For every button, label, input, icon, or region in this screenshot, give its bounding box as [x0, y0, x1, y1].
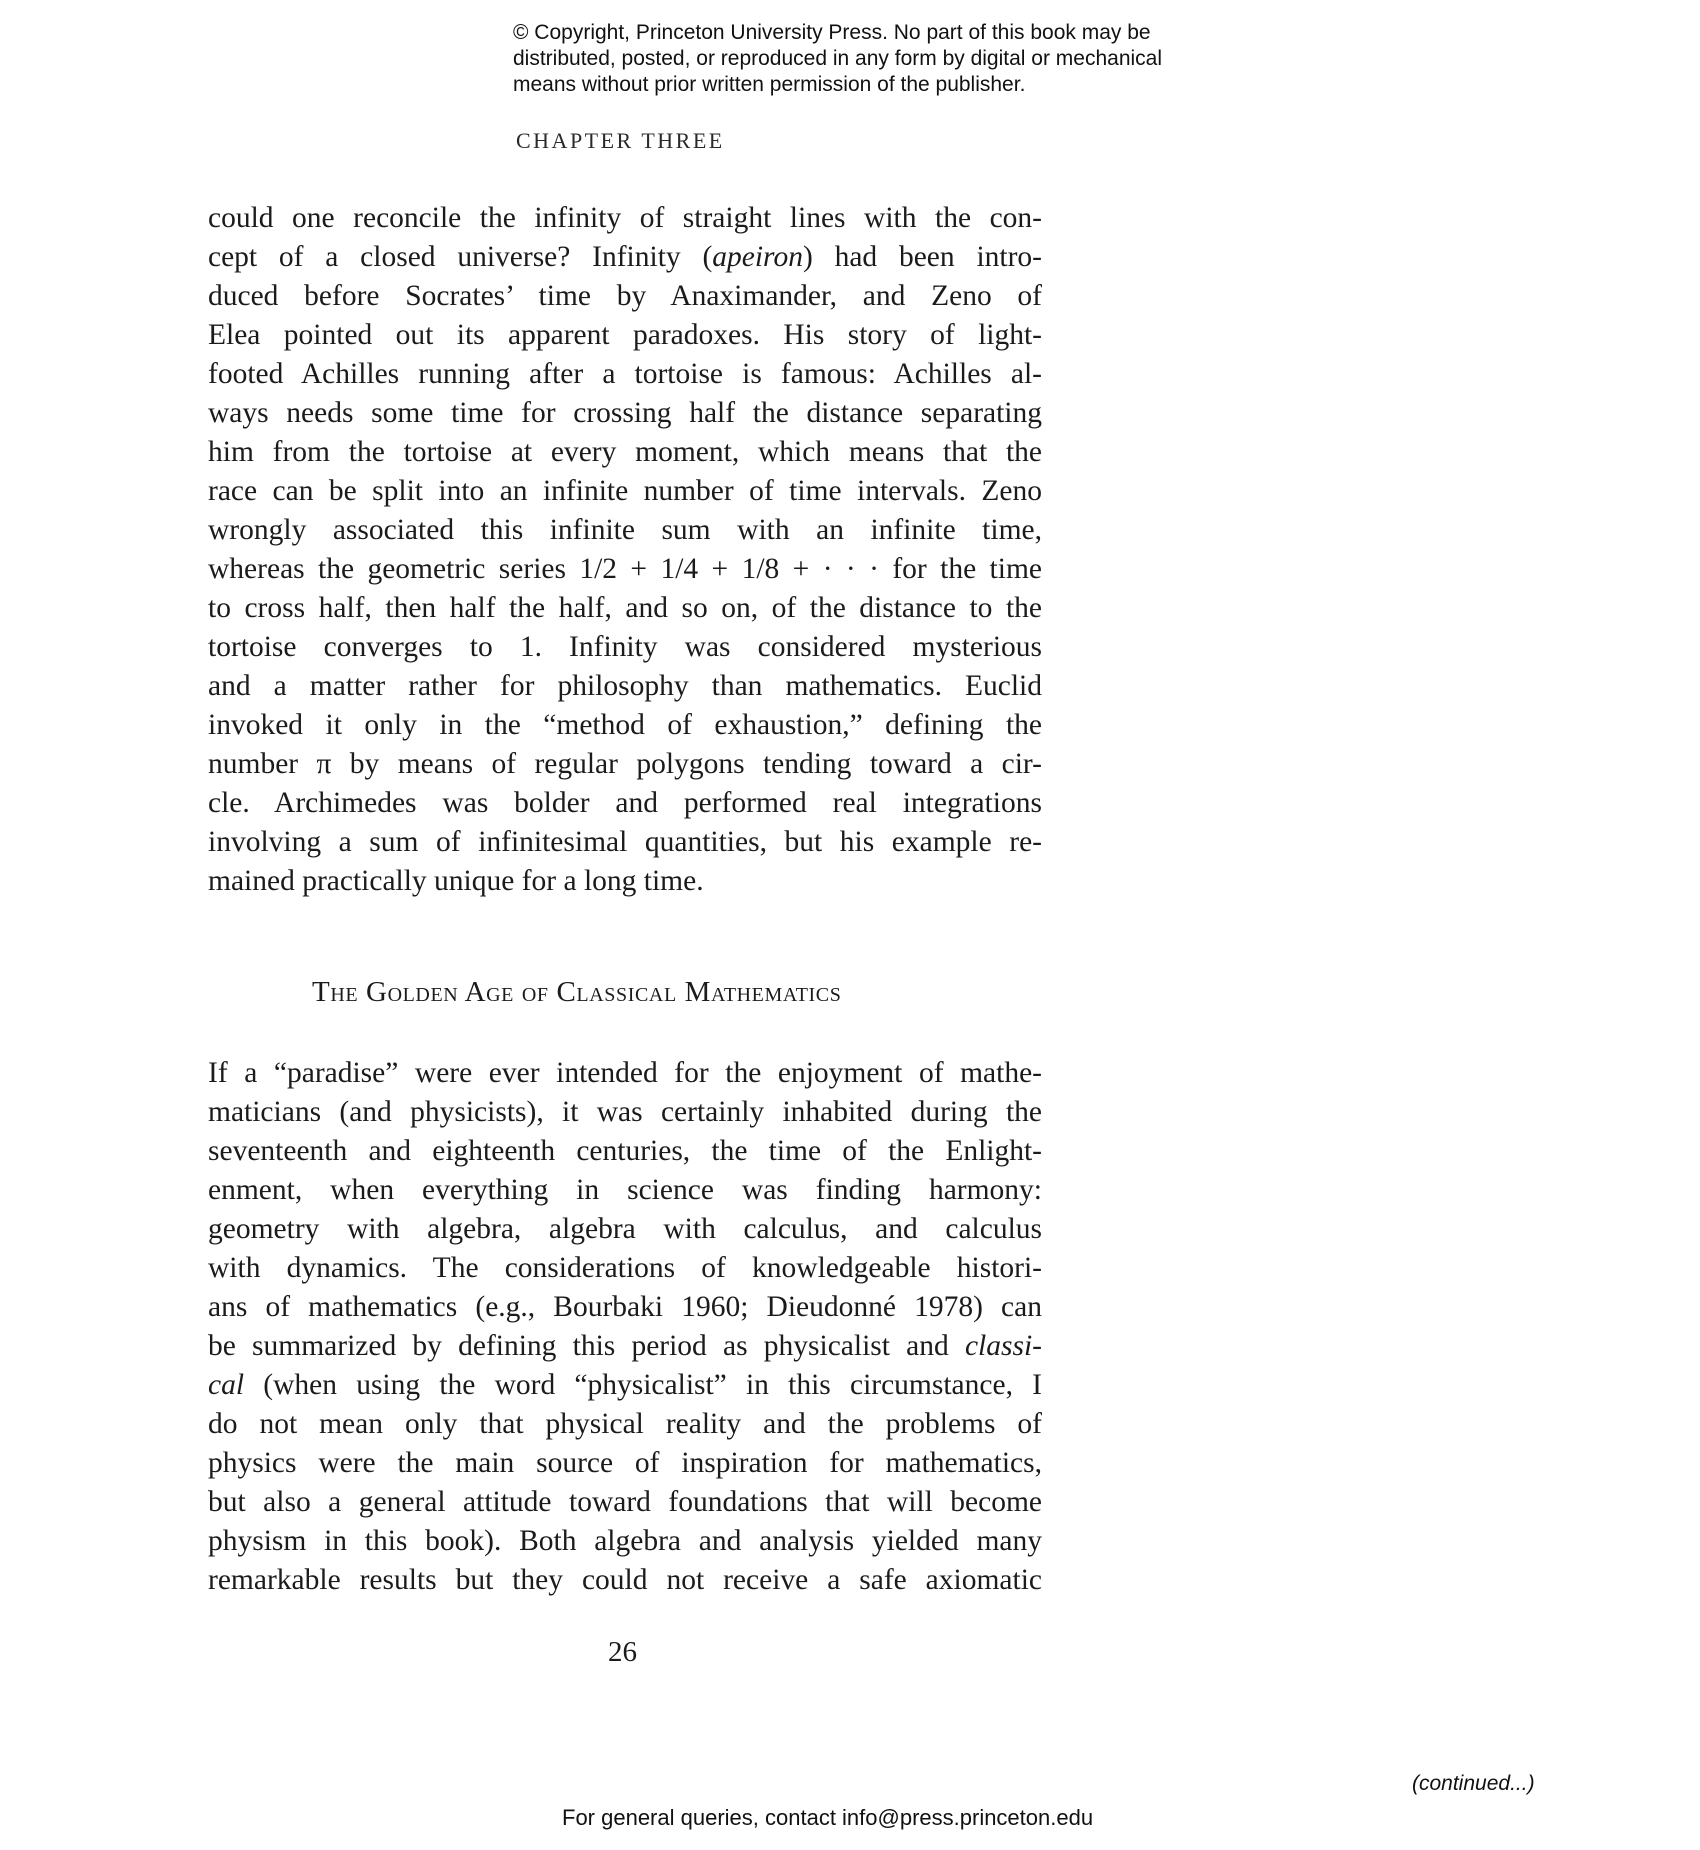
copyright-line: distributed, posted, or reproduced in any form by digital or mechanical: [513, 47, 1163, 70]
text-line: could one reconcile the infinity of straight lines with the con-: [208, 202, 1042, 234]
text-line: Elea pointed out its apparent paradoxes. His story of light-: [208, 319, 1042, 351]
text-line: ways needs some time for crossing half the distance separating: [208, 397, 1042, 429]
copyright-line: means without prior written permission of the publisher.: [513, 73, 1026, 96]
text-line: cept of a closed universe? Infinity (apeiron) had been intro-: [208, 241, 1042, 273]
text-line: number π by means of regular polygons tending toward a cir-: [208, 748, 1042, 780]
text-line: physism in this book). Both algebra and analysis yielded many: [208, 1525, 1042, 1557]
text-line: be summarized by defining this period as physicalist and classi-: [208, 1330, 1042, 1362]
text-line: geometry with algebra, algebra with calculus, and calculus: [208, 1213, 1042, 1245]
text-line: cal (when using the word “physicalist” in this circumstance, I: [208, 1369, 1042, 1401]
section-heading: The Golden Age of Classical Mathematics: [312, 976, 842, 1008]
text-line: tortoise converges to 1. Infinity was considered mysterious: [208, 631, 1042, 663]
text-line: physics were the main source of inspiration for mathematics,: [208, 1447, 1042, 1479]
text-line: to cross half, then half the half, and so on, of the distance to the: [208, 592, 1042, 624]
paragraph-golden-age: [208, 1054, 1042, 1600]
text-line: cle. Archimedes was bolder and performed real integrations: [208, 787, 1042, 819]
text-line: seventeenth and eighteenth centuries, the time of the Enlight-: [208, 1135, 1042, 1167]
copyright-line: © Copyright, Princeton University Press. No part of this book may be: [513, 21, 1151, 44]
text-line: involving a sum of infinitesimal quantities, but his example re-: [208, 826, 1042, 858]
text-line: race can be split into an infinite number of time intervals. Zeno: [208, 475, 1042, 507]
text-line: mained practically unique for a long time.: [208, 865, 704, 897]
page-number: 26: [608, 1636, 637, 1668]
paragraph-infinity: [208, 199, 1042, 901]
text-line: wrongly associated this infinite sum with an infinite time,: [208, 514, 1042, 546]
text-line: maticians (and physicists), it was certainly inhabited during the: [208, 1096, 1042, 1128]
text-line: but also a general attitude toward foundations that will become: [208, 1486, 1042, 1518]
text-line: ans of mathematics (e.g., Bourbaki 1960; Dieudonné 1978) can: [208, 1291, 1042, 1323]
text-line: remarkable results but they could not receive a safe axiomatic: [208, 1564, 1042, 1596]
text-line: whereas the geometric series 1/2 + 1/4 + 1/8 + · · · for the time: [208, 553, 1042, 585]
text-line: footed Achilles running after a tortoise is famous: Achilles al-: [208, 358, 1042, 390]
text-line: with dynamics. The considerations of knowledgeable histori-: [208, 1252, 1042, 1284]
text-line: duced before Socrates’ time by Anaximander, and Zeno of: [208, 280, 1042, 312]
continued-note: (continued...): [1412, 1772, 1535, 1795]
text-line: If a “paradise” were ever intended for the enjoyment of mathe-: [208, 1057, 1042, 1089]
running-head: CHAPTER THREE: [516, 128, 725, 153]
text-line: him from the tortoise at every moment, which means that the: [208, 436, 1042, 468]
text-line: and a matter rather for philosophy than mathematics. Euclid: [208, 670, 1042, 702]
footer-contact: For general queries, contact info@press.princeton.edu: [562, 1805, 1094, 1830]
copyright-notice: [513, 20, 1213, 98]
text-line: invoked it only in the “method of exhaustion,” defining the: [208, 709, 1042, 741]
text-line: do not mean only that physical reality and the problems of: [208, 1408, 1042, 1440]
text-line: enment, when everything in science was finding harmony:: [208, 1174, 1042, 1206]
